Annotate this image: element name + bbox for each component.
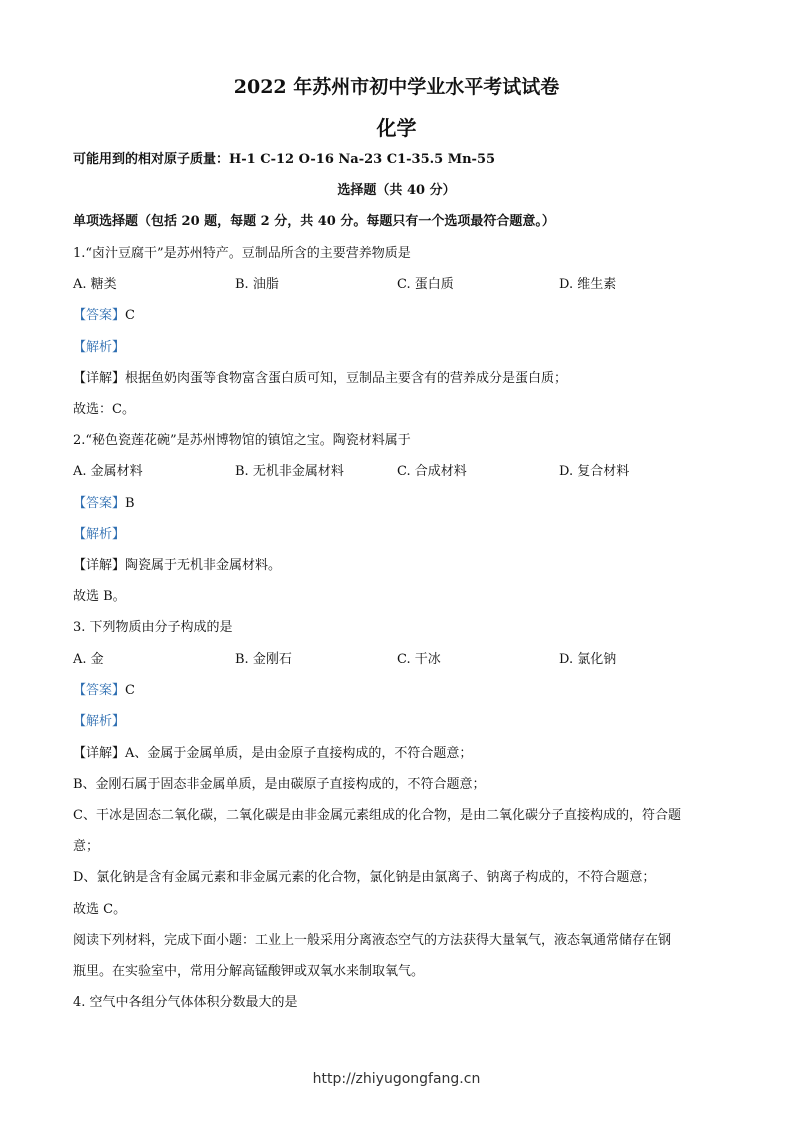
q3-detail-b: B、金刚石属于固态非金属单质，是由碳原子直接构成的，不符合题意； xyxy=(73,777,486,792)
q1-option-a: A. 糖类 xyxy=(73,277,117,292)
q1-conclusion: 故选：C。 xyxy=(73,402,135,417)
answer-value: B xyxy=(125,496,135,511)
answer-tag: 【答案】 xyxy=(73,683,126,698)
section-heading: 选择题（共 40 分） xyxy=(337,183,456,198)
q3-stem: 3. 下列物质由分子构成的是 xyxy=(73,620,233,635)
q3-option-c: C. 干冰 xyxy=(397,652,441,667)
q2-option-d: D. 复合材料 xyxy=(559,464,630,479)
answer-value: C xyxy=(125,308,135,323)
q3-option-b: B. 金刚石 xyxy=(235,652,292,667)
q3-conclusion: 故选 C。 xyxy=(73,902,127,917)
answer-tag: 【答案】 xyxy=(73,308,126,323)
atomic-masses: 可能用到的相对原子质量：H-1 C-12 O-16 Na-23 C1-35.5 Mn-55 xyxy=(73,152,496,167)
q3-analysis-tag: 【解析】 xyxy=(73,714,126,729)
q1-analysis-tag: 【解析】 xyxy=(73,340,126,355)
reading-line-1: 阅读下列材料，完成下面小题：工业上一般采用分离液态空气的方法获得大量氧气，液态氧通常储存在钢 xyxy=(73,933,672,948)
exam-title: 2022 年苏州市初中学业水平考试试卷 xyxy=(233,76,560,98)
answer-value: C xyxy=(125,683,135,698)
q1-stem: 1.“卤汁豆腐干”是苏州特产。豆制品所含的主要营养物质是 xyxy=(73,246,411,261)
q2-stem: 2.“秘色瓷莲花碗”是苏州博物馆的镇馆之宝。陶瓷材料属于 xyxy=(73,433,411,448)
answer-tag: 【答案】 xyxy=(73,496,126,511)
q1-option-b: B. 油脂 xyxy=(235,277,279,292)
footer-url: http://zhiyugongfang.cn xyxy=(312,1071,481,1087)
q3-detail-a: 【详解】A、金属于金属单质，是由金原子直接构成的，不符合题意； xyxy=(73,746,473,761)
subject-title: 化学 xyxy=(376,116,417,140)
reading-line-2: 瓶里。在实验室中，常用分解高锰酸钾或双氧水来制取氧气。 xyxy=(73,964,425,979)
q2-option-b: B. 无机非金属材料 xyxy=(235,464,344,479)
q1-option-c: C. 蛋白质 xyxy=(397,277,454,292)
q3-answer xyxy=(73,682,733,700)
q4-stem: 4. 空气中各组分气体体积分数最大的是 xyxy=(73,995,298,1010)
q2-detail: 【详解】陶瓷属于无机非金属材料。 xyxy=(73,558,282,573)
q2-analysis-tag: 【解析】 xyxy=(73,527,126,542)
q2-conclusion: 故选 B。 xyxy=(73,589,126,604)
q2-answer xyxy=(73,495,733,513)
instructions: 单项选择题（包括 20 题，每题 2 分，共 40 分。每题只有一个选项最符合题意。） xyxy=(73,214,555,229)
q3-detail-c-cont: 意； xyxy=(73,839,100,854)
q1-detail: 【详解】根据鱼奶肉蛋等食物富含蛋白质可知，豆制品主要含有的营养成分是蛋白质； xyxy=(73,371,568,386)
q2-option-c: C. 合成材料 xyxy=(397,464,467,479)
q3-option-a: A. 金 xyxy=(73,652,104,667)
q3-option-d: D. 氯化钠 xyxy=(559,652,617,667)
q1-answer xyxy=(73,307,733,325)
q3-detail-d: D、氯化钠是含有金属元素和非金属元素的化合物，氯化钠是由氯离子、钠离子构成的，不符合题意； xyxy=(73,870,656,885)
q3-detail-c: C、干冰是固态二氧化碳，二氧化碳是由非金属元素组成的化合物，是由二氧化碳分子直接构成的，符合题 xyxy=(73,808,681,823)
q1-option-d: D. 维生素 xyxy=(559,277,617,292)
q2-option-a: A. 金属材料 xyxy=(73,464,143,479)
